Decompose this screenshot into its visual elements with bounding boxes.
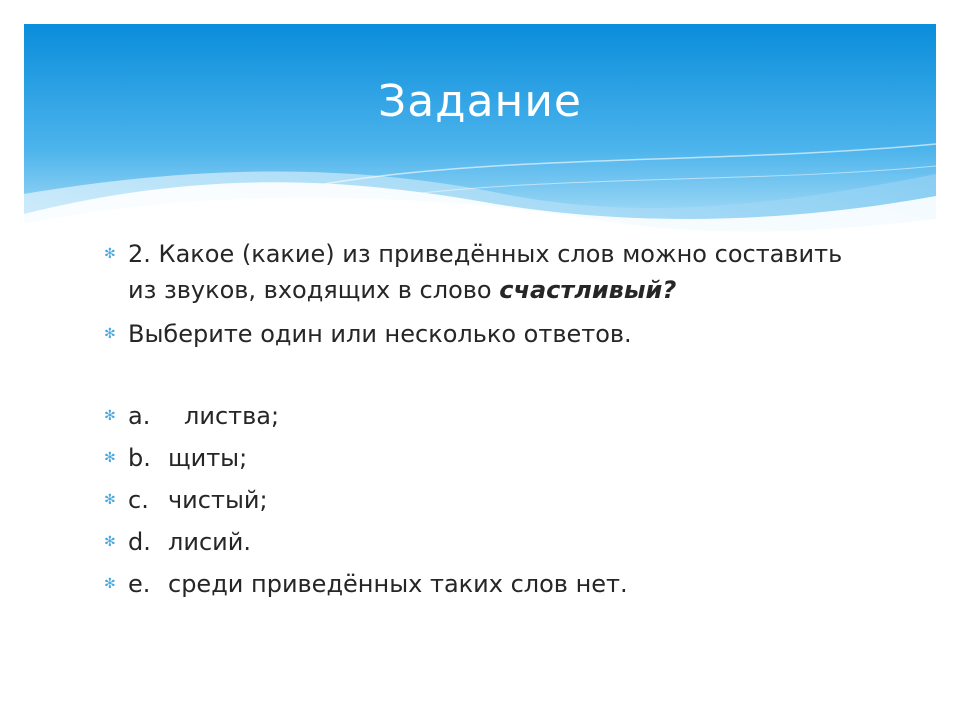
option-item-a[interactable] — [104, 398, 864, 434]
option-letter: b. — [128, 444, 151, 472]
slide-title: Задание — [378, 76, 582, 127]
option-letter: c. — [128, 486, 149, 514]
option-text: лисий. — [168, 528, 251, 556]
option-letter: a. — [128, 402, 151, 430]
bullet-icon: ✻ — [104, 576, 116, 592]
bullet-icon: ✻ — [104, 492, 116, 508]
header-wave-graphic — [24, 24, 936, 234]
question-emphasis-word: счастливый? — [499, 276, 677, 304]
instruction-item — [104, 316, 864, 352]
question-text: 2. Какое (какие) из приведённых слов можно составить из звуков, входящих в слово — [128, 240, 843, 304]
option-text: чистый; — [168, 486, 268, 514]
option-letter: d. — [128, 528, 151, 556]
slide-header-banner — [24, 24, 936, 234]
option-text: щиты; — [168, 444, 248, 472]
bullet-icon: ✻ — [104, 450, 116, 466]
option-letter: e. — [128, 570, 151, 598]
bullet-icon: ✻ — [104, 246, 116, 262]
instruction-text: Выберите один или несколько ответов. — [128, 320, 632, 348]
option-text: листва; — [184, 402, 280, 430]
option-item-d[interactable] — [104, 524, 864, 560]
bullet-icon: ✻ — [104, 408, 116, 424]
option-item-c[interactable] — [104, 482, 864, 518]
option-item-e[interactable] — [104, 566, 864, 602]
question-item — [104, 236, 864, 308]
option-item-b[interactable] — [104, 440, 864, 476]
bullet-icon: ✻ — [104, 534, 116, 550]
slide-content — [104, 236, 864, 608]
option-text: среди приведённых таких слов нет. — [168, 570, 628, 598]
bullet-icon: ✻ — [104, 326, 116, 342]
